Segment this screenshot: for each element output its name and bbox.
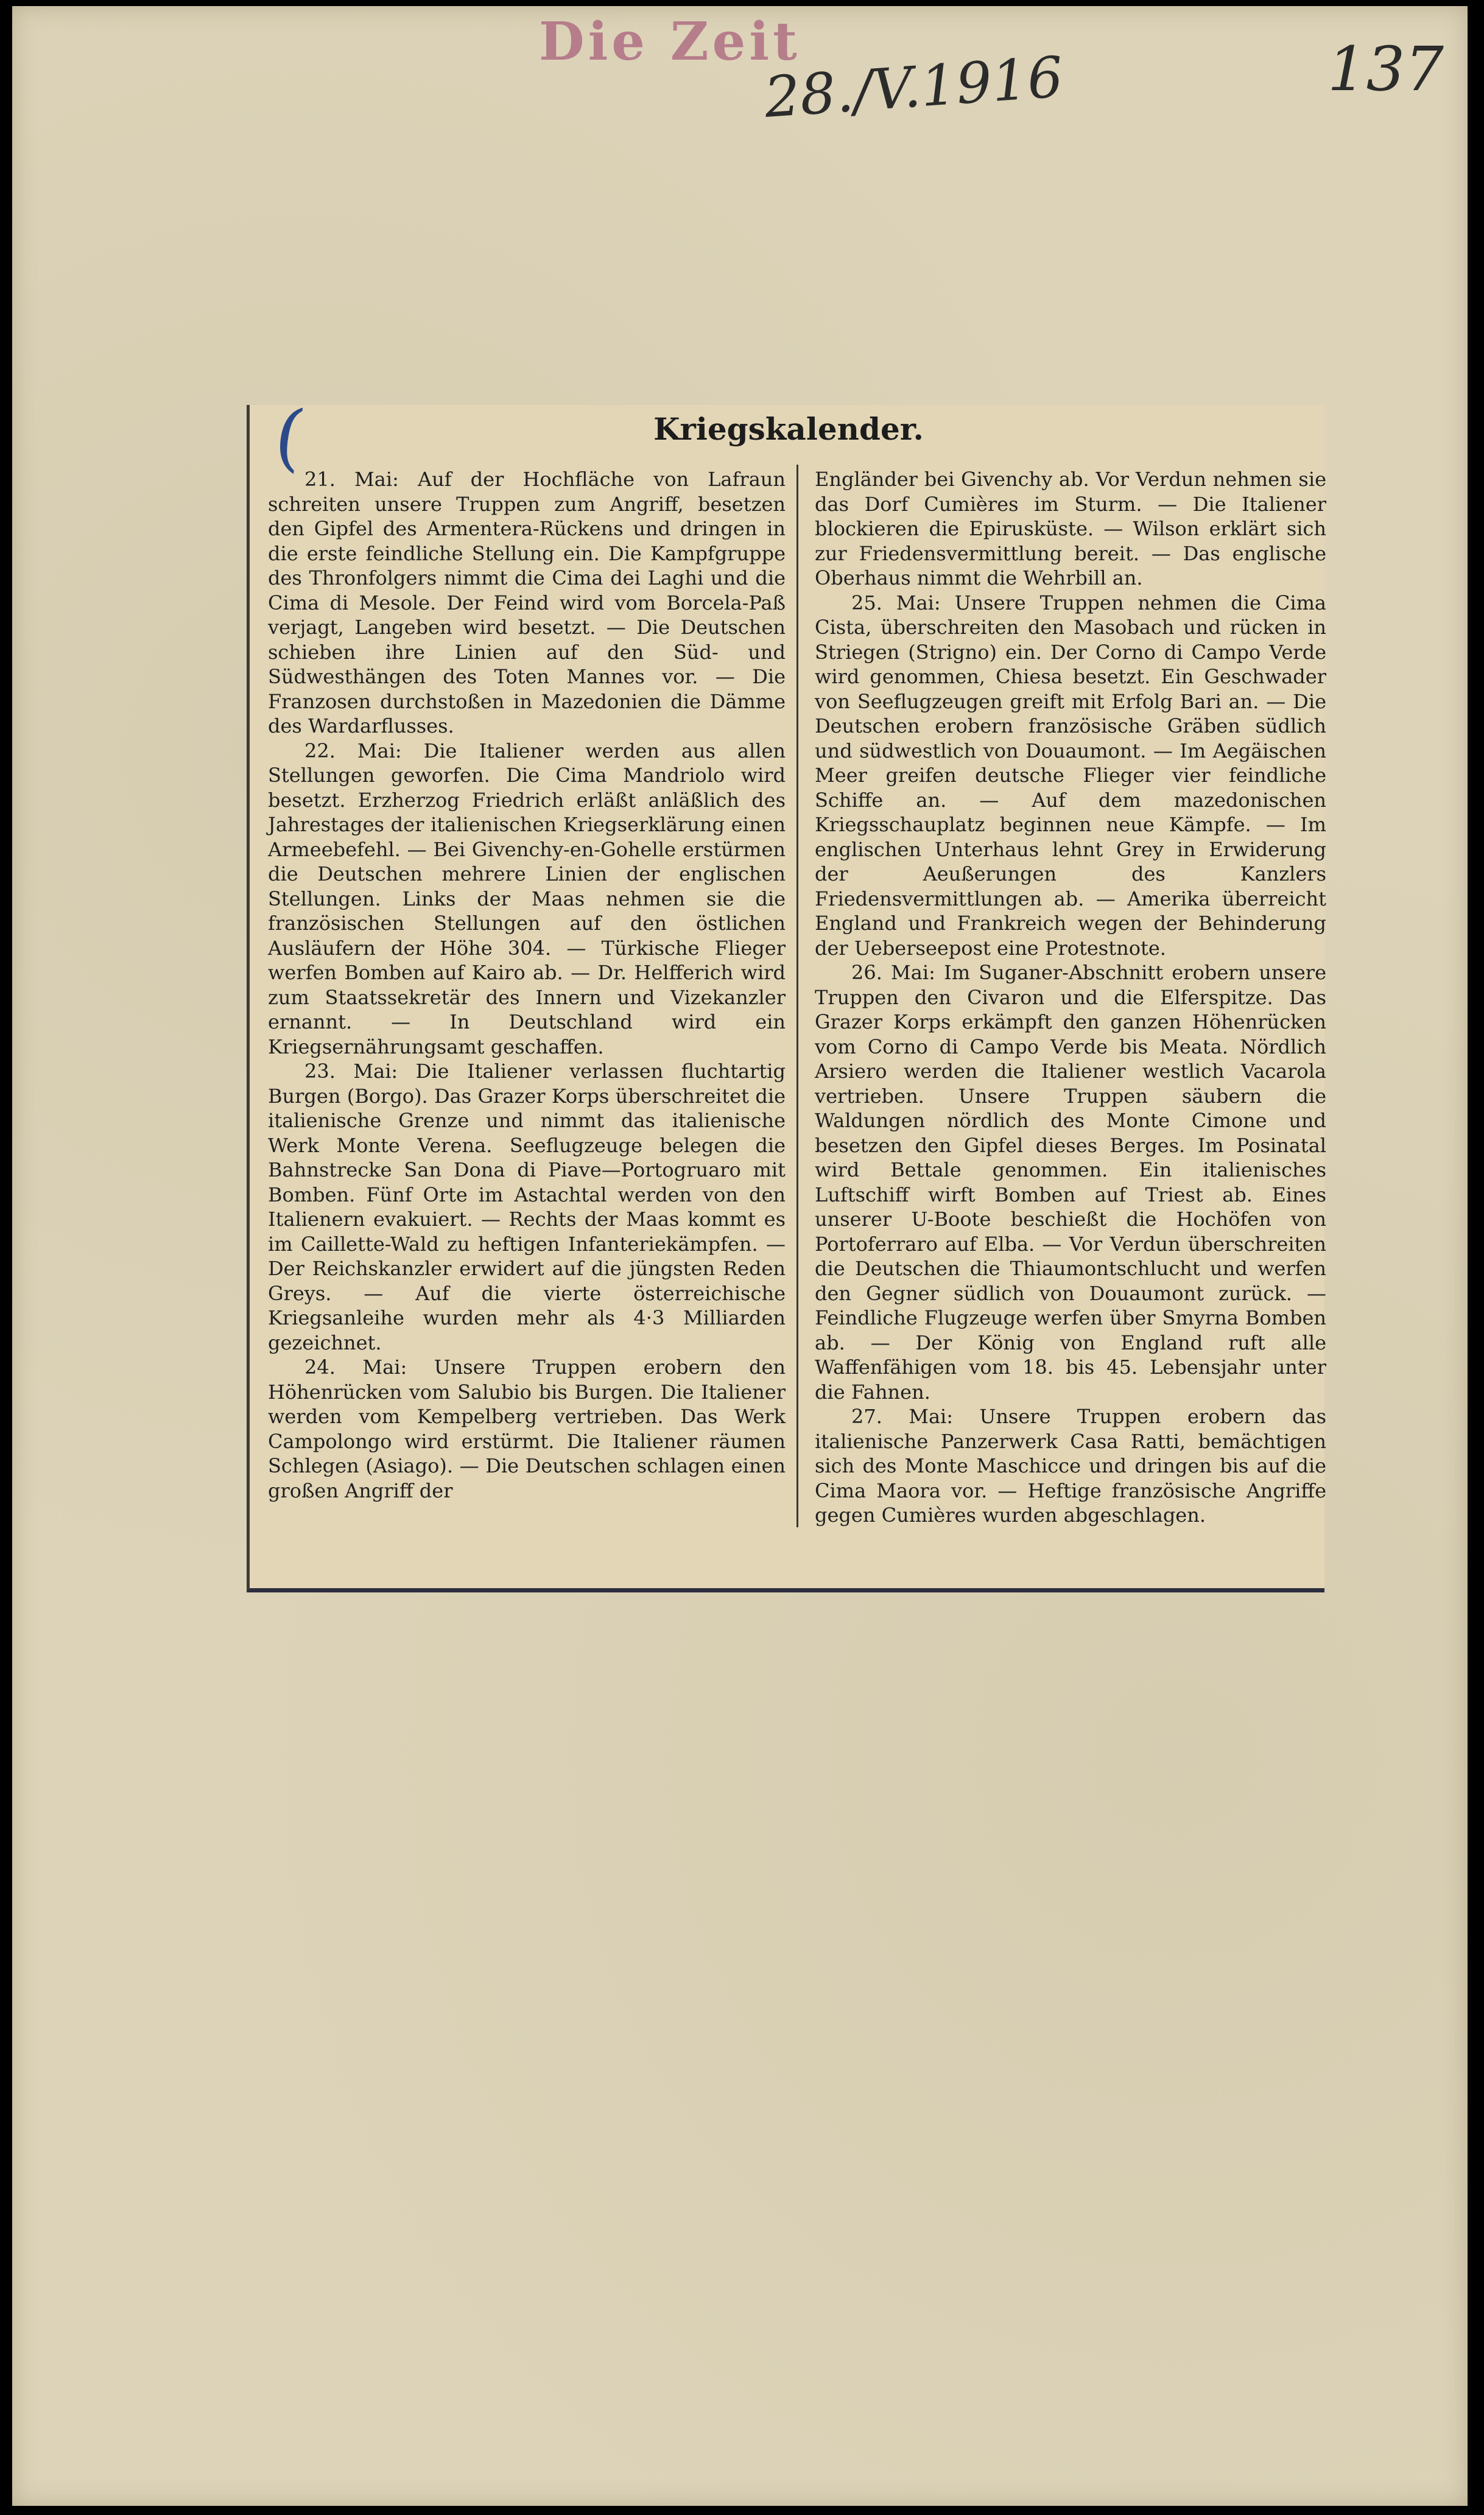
entry-may-25: 25. Mai: Unsere Truppen nehmen die Cima Cista, überschreiten den Masobach und rücken in Striegen (Strigno) ein. Der Corno di Campo Verde wird genommen, Chiesa besetzt. Ein Geschwader von Seeflugzeugen greift mit Erfolg Bari an. — Die Deutschen erobern französische Gräben südlich und südwestlich von Douaumont. — Im Aegäischen Meer greifen deutsche Flieger vier feindliche Schiffe an. — Auf dem mazedonischen Kriegsschauplatz beginnen neue Kämpfe. — Im englischen Unterhaus lehnt Grey in Erwiderung der Aeußerungen des Kanzlers Friedensvermittlungen ab. — Amerika überreicht England und Frankreich wegen der Behinderung der Ueberseepost eine Protestnote. bbox=[815, 591, 1326, 960]
entry-may-21: 21. Mai: Auf der Hochfläche von Lafraun schreiten unsere Truppen zum Angriff, besetzen den Gipfel des Armentera-Rückens und dringen in die erste feindliche Stellung ein. Die Kampfgruppe des Thronfolgers nimmt die Cima dei Laghi und die Cima di Mesole. Der Feind wird vom Borcela-Paß verjagt, Langeben wird besetzt. — Die Deutschen schieben ihre Linien auf den Süd- und Südwesthängen des Toten Mannes vor. — Die Franzosen durchstoßen in Mazedonien die Dämme des Wardarflusses. bbox=[268, 468, 786, 737]
entry-may-24: 24. Mai: Unsere Truppen erobern den Höhenrücken vom Salubio bis Burgen. Die Italiener werden vom Kempelberg vertrieben. Das Werk Campolongo wird erstürmt. Die Italiener räumen Schlegen (Asiago). — Die Deutschen schlagen einen großen Angriff der bbox=[268, 1356, 786, 1502]
article-column-left bbox=[268, 467, 786, 1503]
newspaper-stamp: Die Zeit bbox=[539, 11, 801, 72]
entry-may-26: 26. Mai: Im Suganer-Abschnitt erobern unsere Truppen den Civaron und die Elferspitze. Das Grazer Korps erkämpft den ganzen Höhenrücken vom Corno di Campo Verde bis Meata. Nördlich Arsiero werden die Italiener westlich Vacarola vertrieben. Unsere Truppen säubern die Waldungen nördlich des Monte Cimone und besetzen den Gipfel dieses Berges. Im Posinatal wird Bettale genommen. Ein italienisches Luftschiff wirft Bomben auf Triest ab. Eines unserer U-Boote beschießt die Hochöfen von Portoferraro auf Elba. — Vor Verdun überschreiten die Deutschen die Thiaumontschlucht und werfen den Gegner südlich von Douaumont zurück. — Feindliche Flugzeuge werfen über Smyrna Bomben ab. — Der König von England ruft alle Waffenfähigen vom 18. bis 45. Lebensjahr unter die Fahnen. bbox=[815, 961, 1326, 1404]
article-title: Kriegskalender. bbox=[653, 411, 924, 447]
entry-may-22: 22. Mai: Die Italiener werden aus allen Stellungen geworfen. Die Cima Mandriolo wird besetzt. Erzherzog Friedrich erläßt anläßlich des Jahrestages der italienischen Kriegserklärung einen Armeebefehl. — Bei Givenchy-en-Gohelle erstürmen die Deutschen mehrere Linien der englischen Stellungen. Links der Maas nehmen sie die französischen Stellungen auf den östlichen Ausläufern der Höhe 304. — Türkische Flieger werfen Bomben auf Kairo ab. — Dr. Helfferich wird zum Staatssekretär des Innern und Vizekanzler ernannt. — In Deutschland wird ein Kriegsernährungsamt geschaffen. bbox=[268, 739, 786, 1058]
entry-may-23: 23. Mai: Die Italiener verlassen fluchtartig Burgen (Borgo). Das Grazer Korps überschreitet die italienische Grenze und nimmt das italienische Werk Monte Verena. Seeflugzeuge belegen die Bahnstrecke San Dona di Piave—Portogruaro mit Bomben. Fünf Orte im Astachtal werden von den Italienern evakuiert. — Rechts der Maas kommt es im Caillette-Wald zu heftigen Infanteriekämpfen. — Der Reichskanzler erwidert auf die jüngsten Reden Greys. — Auf die vierte österreichische Kriegsanleihe wurden mehr als 4·3 Milliarden gezeichnet. bbox=[268, 1060, 786, 1354]
handwritten-page-number: 137 bbox=[1328, 33, 1444, 105]
column-divider bbox=[797, 465, 798, 1527]
blue-pencil-mark: ( bbox=[269, 393, 310, 481]
newspaper-clipping bbox=[247, 405, 1324, 1592]
handwritten-date: 28./V.1916 bbox=[762, 44, 1066, 130]
entry-may-27: 27. Mai: Unsere Truppen erobern das italienische Panzerwerk Casa Ratti, bemächtigen sich des Monte Maschicce und dringen bis auf die Cima Maora vor. — Heftige französische Angriffe gegen Cumières wurden abgeschlagen. bbox=[815, 1405, 1326, 1527]
entry-may-24-continued: Engländer bei Givenchy ab. Vor Verdun nehmen sie das Dorf Cumières im Sturm. — Die Italiener blockieren die Epirusküste. — Wilson erklärt sich zur Friedensvermittlung bereit. — Das englische Oberhaus nimmt die Wehrbill an. bbox=[815, 468, 1326, 589]
article-column-right bbox=[815, 467, 1326, 1528]
